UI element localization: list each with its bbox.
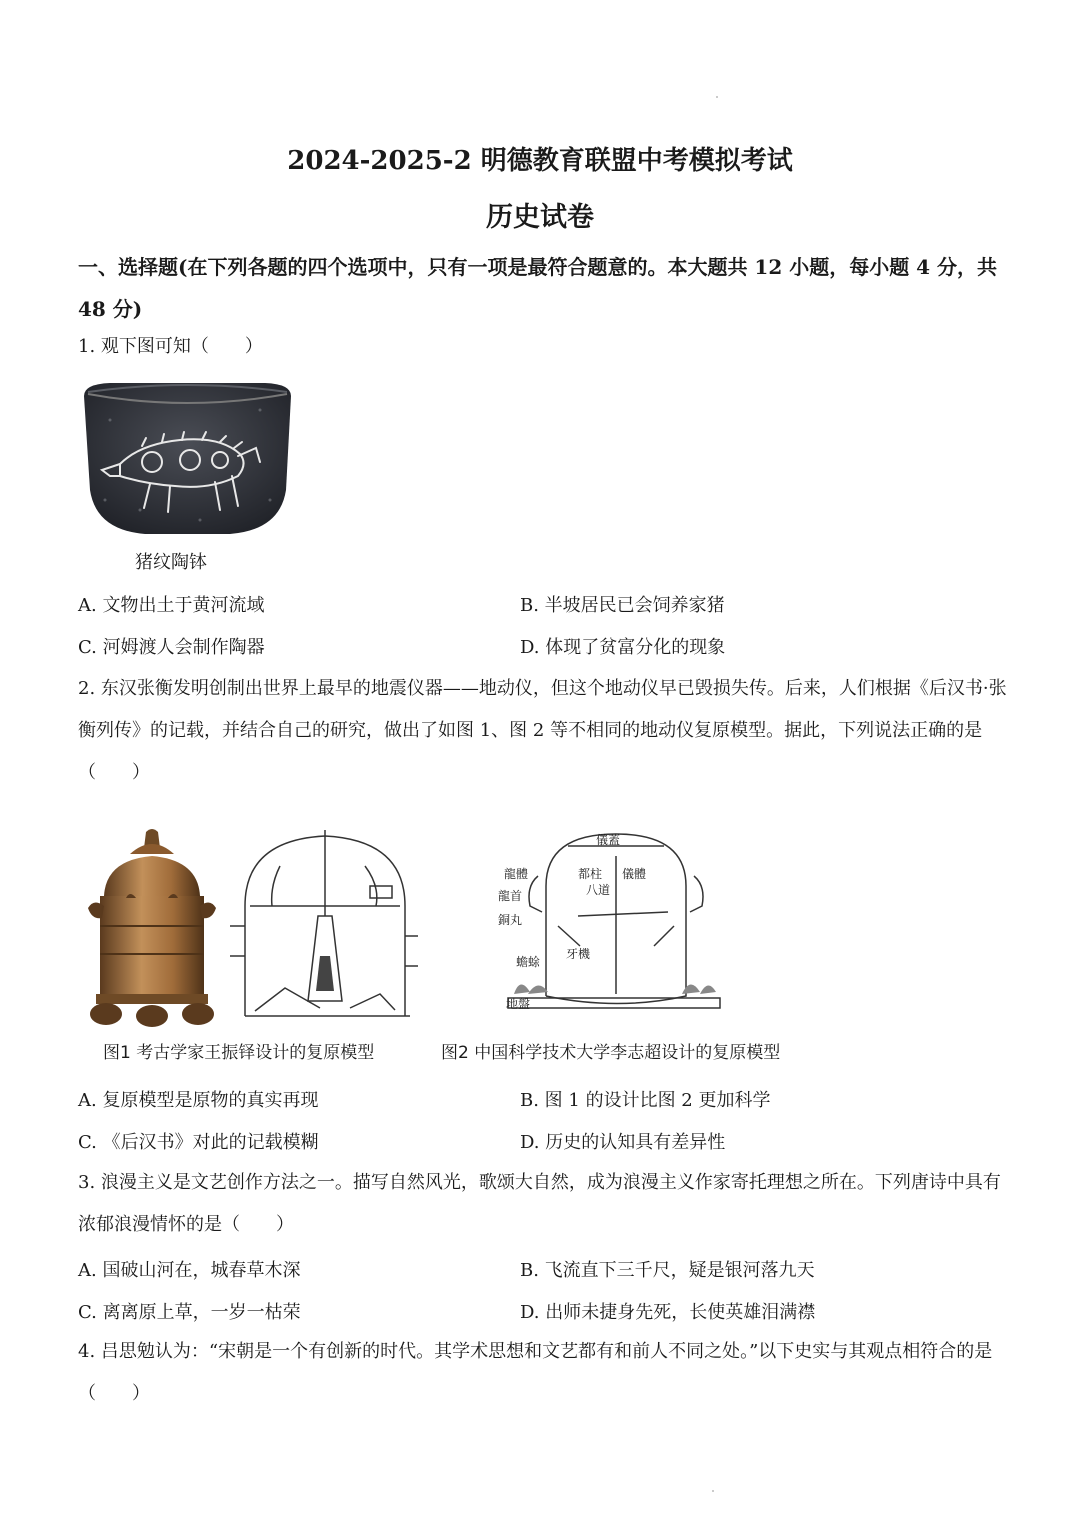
question-1-stem: 1. 观下图可知（ ）	[78, 336, 263, 357]
exam-title: 2024-2025-2 明德教育联盟中考模拟考试	[287, 146, 793, 176]
exam-subtitle: 历史试卷	[486, 202, 594, 233]
question-3-stem: 3. 浪漫主义是文艺创作方法之一。描写自然风光，歌颂大自然，成为浪漫主义作家寄托理想之所在。下列唐诗中具有浓郁浪漫情怀的是（ ）	[78, 1172, 1001, 1235]
figure-2-seismoscope-diagram	[468, 826, 738, 1018]
figure-1-caption: 图1 考古学家王振铎设计的复原模型	[103, 1043, 375, 1063]
question-1-option-c[interactable]: C. 河姆渡人会制作陶器	[78, 637, 265, 658]
label-yiti: 儀體	[622, 867, 647, 881]
section-heading: 一、选择题(在下列各题的四个选项中，只有一项是最符合题意的。本大题共 12 小题，每小题 4 分，共 48 分)	[78, 255, 998, 321]
question-4-stem: 4. 吕思勉认为：“宋朝是一个有创新的时代。其学术思想和文艺都有和前人不同之处。”以下史实与其观点相符合的是（ ）	[78, 1341, 993, 1404]
question-3-option-a[interactable]: A. 国破山河在，城春草木深	[78, 1260, 301, 1281]
label-yigai: 儀蓋	[596, 833, 621, 847]
question-3-option-c[interactable]: C. 离离原上草，一岁一枯荣	[78, 1302, 301, 1323]
question-2-option-b[interactable]: B. 图 1 的设计比图 2 更加科学	[520, 1090, 771, 1111]
label-badao: 八道	[586, 883, 611, 897]
figure-caption: 猪纹陶钵	[135, 552, 207, 573]
label-yaji: 牙機	[566, 947, 591, 961]
figure-1-seismoscope-image	[80, 826, 425, 1031]
question-1-option-b[interactable]: B. 半坡居民已会饲养家猪	[520, 595, 725, 616]
question-2-option-d[interactable]: D. 历史的认知具有差异性	[520, 1132, 726, 1153]
label-dipan: 地盤	[506, 997, 531, 1011]
question-2-option-c[interactable]: C. 《后汉书》对此的记载模糊	[78, 1132, 319, 1153]
question-2-stem: 2. 东汉张衡发明创制出世界上最早的地震仪器——地动仪，但这个地动仪早已毁损失传。后来，人们根据《后汉书·张衡列传》的记载，并结合自己的研究，做出了如图 1、图 2 等不相同的地动仪复原模型。据此，下列说法正确的是（ ）	[78, 678, 1007, 783]
scan-speck	[716, 96, 718, 98]
pig-pattern-pottery-bowl-image	[80, 380, 295, 540]
question-1-option-a[interactable]: A. 文物出土于黄河流域	[78, 595, 265, 616]
question-1-option-d[interactable]: D. 体现了贫富分化的现象	[520, 637, 726, 658]
scan-speck	[712, 1490, 714, 1492]
question-3-option-b[interactable]: B. 飞流直下三千尺，疑是银河落九天	[520, 1260, 815, 1281]
question-3-option-d[interactable]: D. 出师未捷身先死，长使英雄泪满襟	[520, 1302, 816, 1323]
figure-2-caption: 图2 中国科学技术大学李志超设计的复原模型	[441, 1043, 781, 1063]
label-tongwan: 銅丸	[498, 913, 523, 927]
label-duzhu: 都柱	[578, 867, 603, 881]
label-longshou: 龍首	[498, 889, 523, 903]
question-2-option-a[interactable]: A. 复原模型是原物的真实再现	[78, 1090, 319, 1111]
label-chanchu: 蟾蜍	[516, 955, 541, 969]
label-longti: 龍體	[504, 867, 529, 881]
